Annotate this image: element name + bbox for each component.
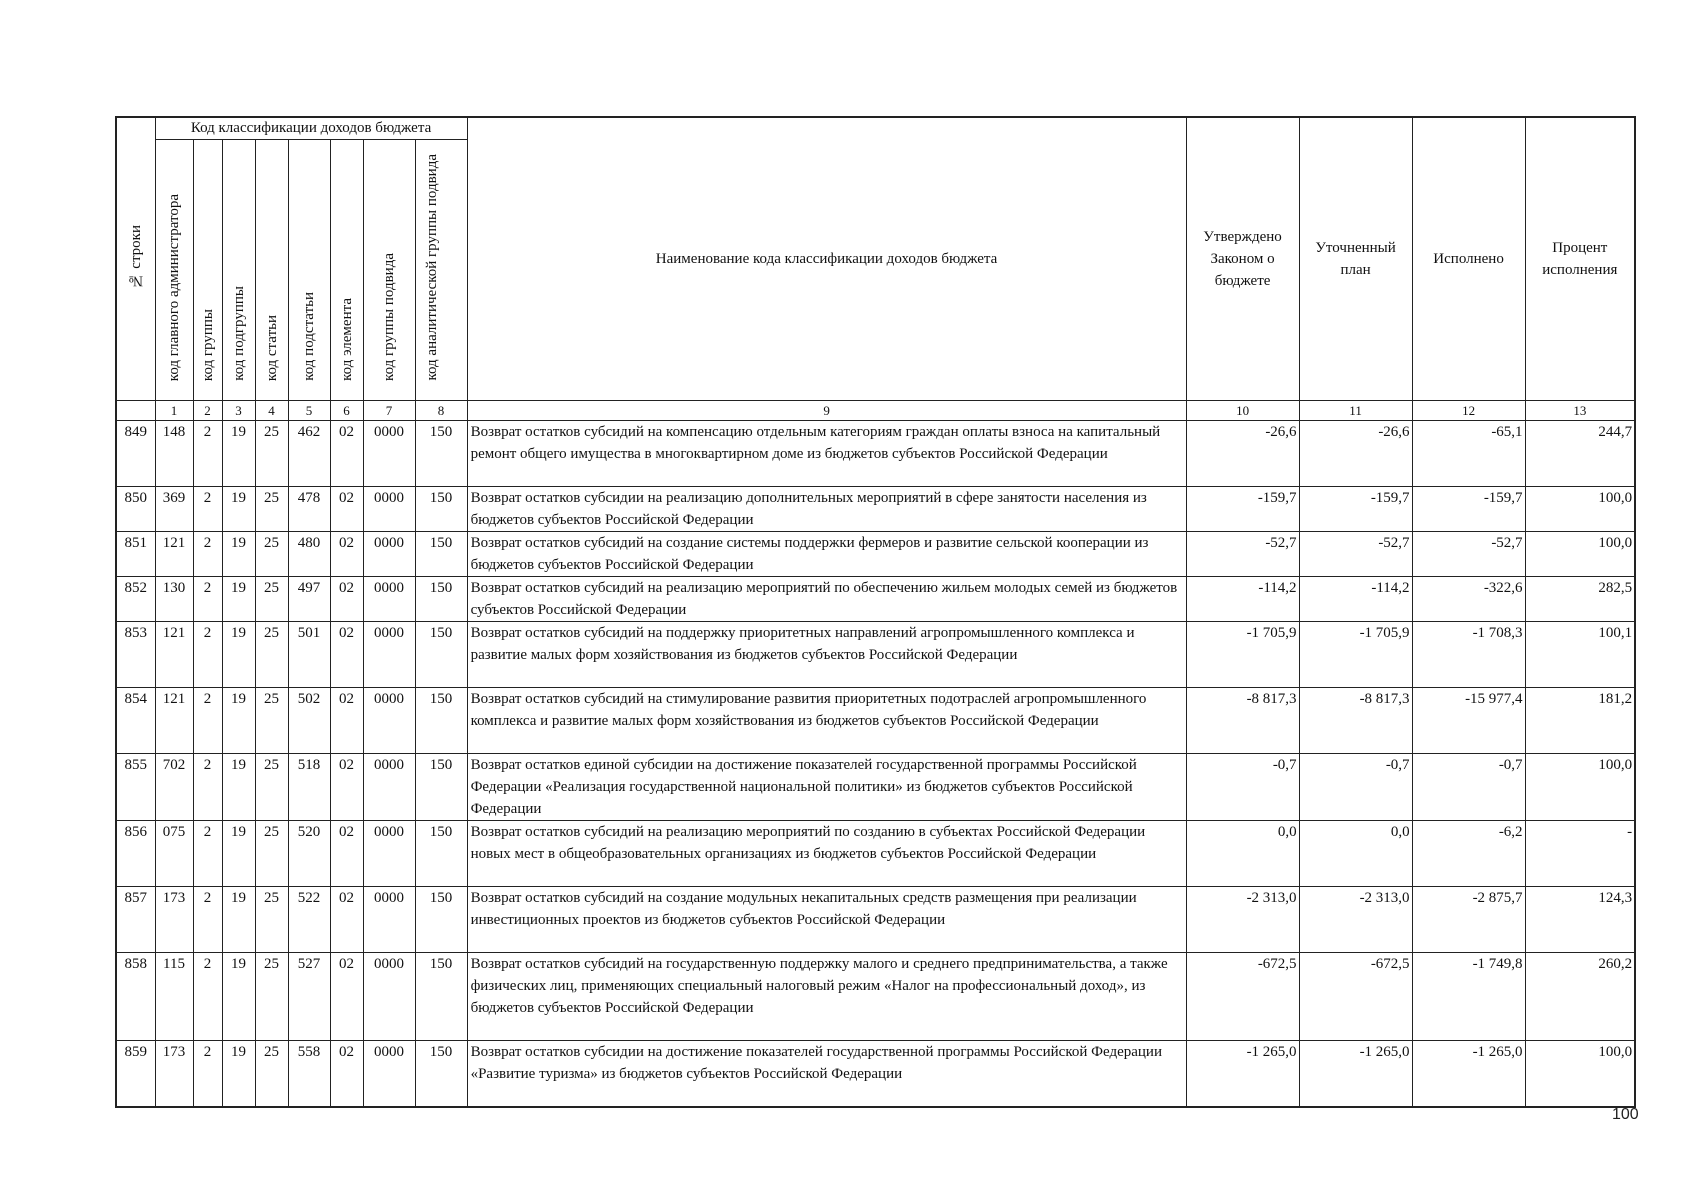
admin-code: 075 xyxy=(155,821,193,887)
executed-value: -1 265,0 xyxy=(1412,1041,1525,1107)
column-number: 7 xyxy=(363,401,415,421)
admin-code: 173 xyxy=(155,887,193,953)
row-number: 852 xyxy=(116,577,155,622)
analytic-group-code: 150 xyxy=(415,532,467,577)
row-number: 857 xyxy=(116,887,155,953)
element-code: 02 xyxy=(330,953,363,1041)
subarticle-code: 462 xyxy=(288,421,330,487)
executed-value: -1 749,8 xyxy=(1412,953,1525,1041)
percent-value: 100,0 xyxy=(1525,532,1635,577)
column-number: 12 xyxy=(1412,401,1525,421)
analytic-group-code: 150 xyxy=(415,622,467,688)
header-approved: Утверждено Законом о бюджете xyxy=(1186,117,1299,401)
row-number: 853 xyxy=(116,622,155,688)
executed-value: -1 708,3 xyxy=(1412,622,1525,688)
table-row xyxy=(116,532,1635,577)
article-code: 25 xyxy=(255,577,288,622)
article-code: 25 xyxy=(255,421,288,487)
percent-value: 100,0 xyxy=(1525,754,1635,821)
admin-code: 173 xyxy=(155,1041,193,1107)
group-code: 2 xyxy=(193,688,222,754)
element-code: 02 xyxy=(330,532,363,577)
subarticle-code: 527 xyxy=(288,953,330,1041)
header-plan: Уточненный план xyxy=(1299,117,1412,401)
article-code: 25 xyxy=(255,953,288,1041)
percent-value: 100,0 xyxy=(1525,487,1635,532)
row-number: 851 xyxy=(116,532,155,577)
header-subtype-group-code: код группы подвида xyxy=(363,140,415,401)
element-code: 02 xyxy=(330,487,363,532)
subarticle-code: 502 xyxy=(288,688,330,754)
element-code: 02 xyxy=(330,577,363,622)
admin-code: 121 xyxy=(155,688,193,754)
group-code: 2 xyxy=(193,754,222,821)
header-name: Наименование кода классификации доходов бюджета xyxy=(467,117,1186,401)
subtype-group-code: 0000 xyxy=(363,688,415,754)
row-number: 854 xyxy=(116,688,155,754)
header-analytic-group-code: код аналитической группы подвида xyxy=(415,140,467,401)
admin-code: 130 xyxy=(155,577,193,622)
article-code: 25 xyxy=(255,821,288,887)
subgroup-code: 19 xyxy=(222,577,255,622)
row-number: 849 xyxy=(116,421,155,487)
column-number: 1 xyxy=(155,401,193,421)
approved-value: -52,7 xyxy=(1186,532,1299,577)
plan-value: -2 313,0 xyxy=(1299,887,1412,953)
admin-code: 121 xyxy=(155,532,193,577)
plan-value: -114,2 xyxy=(1299,577,1412,622)
percent-value: 244,7 xyxy=(1525,421,1635,487)
admin-code: 148 xyxy=(155,421,193,487)
element-code: 02 xyxy=(330,1041,363,1107)
group-code: 2 xyxy=(193,532,222,577)
table-row xyxy=(116,622,1635,688)
row-number: 859 xyxy=(116,1041,155,1107)
executed-value: -52,7 xyxy=(1412,532,1525,577)
percent-value: 100,1 xyxy=(1525,622,1635,688)
group-code: 2 xyxy=(193,577,222,622)
header-article-code: код статьи xyxy=(255,140,288,401)
approved-value: -672,5 xyxy=(1186,953,1299,1041)
table-body xyxy=(116,421,1635,1107)
column-number: 5 xyxy=(288,401,330,421)
article-code: 25 xyxy=(255,754,288,821)
subgroup-code: 19 xyxy=(222,622,255,688)
analytic-group-code: 150 xyxy=(415,1041,467,1107)
revenue-name: Возврат остатков единой субсидии на достижение показателей государственной программы Российской Федерации «Реализация государственной национальной политики» из бюджетов субъектов Российской Федерации xyxy=(467,754,1186,821)
subgroup-code: 19 xyxy=(222,953,255,1041)
analytic-group-code: 150 xyxy=(415,887,467,953)
article-code: 25 xyxy=(255,532,288,577)
article-code: 25 xyxy=(255,887,288,953)
admin-code: 115 xyxy=(155,953,193,1041)
admin-code: 121 xyxy=(155,622,193,688)
column-number: 13 xyxy=(1525,401,1635,421)
analytic-group-code: 150 xyxy=(415,577,467,622)
plan-value: -1 265,0 xyxy=(1299,1041,1412,1107)
subtype-group-code: 0000 xyxy=(363,577,415,622)
group-code: 2 xyxy=(193,887,222,953)
column-number: 3 xyxy=(222,401,255,421)
article-code: 25 xyxy=(255,622,288,688)
table-row xyxy=(116,421,1635,487)
table-row xyxy=(116,1041,1635,1107)
element-code: 02 xyxy=(330,887,363,953)
approved-value: -114,2 xyxy=(1186,577,1299,622)
subtype-group-code: 0000 xyxy=(363,887,415,953)
subarticle-code: 520 xyxy=(288,821,330,887)
group-code: 2 xyxy=(193,821,222,887)
table-row xyxy=(116,487,1635,532)
subarticle-code: 497 xyxy=(288,577,330,622)
row-number: 858 xyxy=(116,953,155,1041)
column-number-row xyxy=(116,401,1635,421)
approved-value: -1 265,0 xyxy=(1186,1041,1299,1107)
subtype-group-code: 0000 xyxy=(363,622,415,688)
element-code: 02 xyxy=(330,421,363,487)
percent-value: 124,3 xyxy=(1525,887,1635,953)
header-percent: Процент исполнения xyxy=(1525,117,1635,401)
executed-value: -322,6 xyxy=(1412,577,1525,622)
plan-value: -52,7 xyxy=(1299,532,1412,577)
analytic-group-code: 150 xyxy=(415,421,467,487)
table-row xyxy=(116,953,1635,1041)
approved-value: -1 705,9 xyxy=(1186,622,1299,688)
approved-value: 0,0 xyxy=(1186,821,1299,887)
group-code: 2 xyxy=(193,622,222,688)
column-number: 6 xyxy=(330,401,363,421)
analytic-group-code: 150 xyxy=(415,487,467,532)
header-group-code: код группы xyxy=(193,140,222,401)
element-code: 02 xyxy=(330,622,363,688)
group-code: 2 xyxy=(193,953,222,1041)
revenue-name: Возврат остатков субсидии на реализацию дополнительных мероприятий в сфере занятости населения из бюджетов субъектов Российской Федерации xyxy=(467,487,1186,532)
table-row xyxy=(116,577,1635,622)
subtype-group-code: 0000 xyxy=(363,532,415,577)
plan-value: -0,7 xyxy=(1299,754,1412,821)
revenue-name: Возврат остатков субсидий на компенсацию отдельным категориям граждан оплаты взноса на капитальный ремонт общего имущества в многоквартирном доме из бюджетов субъектов Российской Федерации xyxy=(467,421,1186,487)
element-code: 02 xyxy=(330,821,363,887)
subtype-group-code: 0000 xyxy=(363,487,415,532)
subtype-group-code: 0000 xyxy=(363,421,415,487)
row-number: 850 xyxy=(116,487,155,532)
table-row xyxy=(116,754,1635,821)
approved-value: -159,7 xyxy=(1186,487,1299,532)
plan-value: -8 817,3 xyxy=(1299,688,1412,754)
subgroup-code: 19 xyxy=(222,421,255,487)
column-number: 11 xyxy=(1299,401,1412,421)
subgroup-code: 19 xyxy=(222,821,255,887)
subgroup-code: 19 xyxy=(222,1041,255,1107)
plan-value: 0,0 xyxy=(1299,821,1412,887)
group-code: 2 xyxy=(193,421,222,487)
column-number: 9 xyxy=(467,401,1186,421)
element-code: 02 xyxy=(330,754,363,821)
header-executed: Исполнено xyxy=(1412,117,1525,401)
plan-value: -159,7 xyxy=(1299,487,1412,532)
revenue-name: Возврат остатков субсидий на реализацию мероприятий по обеспечению жильем молодых семей из бюджетов субъектов Российской Федерации xyxy=(467,577,1186,622)
column-number: 10 xyxy=(1186,401,1299,421)
subgroup-code: 19 xyxy=(222,754,255,821)
page-number: 100 xyxy=(1612,1106,1639,1123)
header-element-code: код элемента xyxy=(330,140,363,401)
percent-value: 181,2 xyxy=(1525,688,1635,754)
row-number: 856 xyxy=(116,821,155,887)
subgroup-code: 19 xyxy=(222,532,255,577)
revenue-name: Возврат остатков субсидий на государственную поддержку малого и среднего предпринимательства, а также физических лиц, применяющих специальный налоговый режим «Налог на профессиональный доход», из бюджетов субъектов Российской Федерации xyxy=(467,953,1186,1041)
percent-value: 260,2 xyxy=(1525,953,1635,1041)
analytic-group-code: 150 xyxy=(415,821,467,887)
approved-value: -2 313,0 xyxy=(1186,887,1299,953)
executed-value: -6,2 xyxy=(1412,821,1525,887)
subarticle-code: 480 xyxy=(288,532,330,577)
group-code: 2 xyxy=(193,1041,222,1107)
row-number: 855 xyxy=(116,754,155,821)
budget-revenue-table xyxy=(115,116,1636,1108)
column-number: 2 xyxy=(193,401,222,421)
subarticle-code: 478 xyxy=(288,487,330,532)
revenue-name: Возврат остатков субсидий на стимулирование развития приоритетных подотраслей агропромышленного комплекса и развитие малых форм хозяйствования из бюджетов субъектов Российской Федерации xyxy=(467,688,1186,754)
executed-value: -0,7 xyxy=(1412,754,1525,821)
column-number xyxy=(116,401,155,421)
revenue-name: Возврат остатков субсидий на поддержку приоритетных направлений агропромышленного комплекса и развитие малых форм хозяйствования из бюджетов субъектов Российской Федерации xyxy=(467,622,1186,688)
table-row xyxy=(116,821,1635,887)
group-code: 2 xyxy=(193,487,222,532)
subarticle-code: 501 xyxy=(288,622,330,688)
subarticle-code: 522 xyxy=(288,887,330,953)
admin-code: 702 xyxy=(155,754,193,821)
approved-value: -26,6 xyxy=(1186,421,1299,487)
percent-value: 282,5 xyxy=(1525,577,1635,622)
analytic-group-code: 150 xyxy=(415,754,467,821)
executed-value: -65,1 xyxy=(1412,421,1525,487)
revenue-name: Возврат остатков субсидии на достижение показателей государственной программы Российской Федерации «Развитие туризма» из бюджетов субъектов Российской Федерации xyxy=(467,1041,1186,1107)
subtype-group-code: 0000 xyxy=(363,953,415,1041)
revenue-name: Возврат остатков субсидий на реализацию мероприятий по созданию в субъектах Российской Федерации новых мест в общеобразовательных организациях из бюджетов субъектов Российской Федерации xyxy=(467,821,1186,887)
header-admin-code: код главного администратора xyxy=(155,140,193,401)
executed-value: -15 977,4 xyxy=(1412,688,1525,754)
subgroup-code: 19 xyxy=(222,887,255,953)
approved-value: -0,7 xyxy=(1186,754,1299,821)
revenue-name: Возврат остатков субсидий на создание системы поддержки фермеров и развитие сельской кооперации из бюджетов субъектов Российской Федерации xyxy=(467,532,1186,577)
percent-value: - xyxy=(1525,821,1635,887)
header-row-number xyxy=(116,117,155,401)
element-code: 02 xyxy=(330,688,363,754)
table-row xyxy=(116,887,1635,953)
article-code: 25 xyxy=(255,1041,288,1107)
subarticle-code: 518 xyxy=(288,754,330,821)
column-number: 4 xyxy=(255,401,288,421)
approved-value: -8 817,3 xyxy=(1186,688,1299,754)
table-row xyxy=(116,688,1635,754)
analytic-group-code: 150 xyxy=(415,688,467,754)
plan-value: -672,5 xyxy=(1299,953,1412,1041)
analytic-group-code: 150 xyxy=(415,953,467,1041)
subtype-group-code: 0000 xyxy=(363,1041,415,1107)
article-code: 25 xyxy=(255,688,288,754)
percent-value: 100,0 xyxy=(1525,1041,1635,1107)
article-code: 25 xyxy=(255,487,288,532)
executed-value: -159,7 xyxy=(1412,487,1525,532)
header-code-group: Код классификации доходов бюджета xyxy=(155,117,467,140)
plan-value: -1 705,9 xyxy=(1299,622,1412,688)
subgroup-code: 19 xyxy=(222,487,255,532)
executed-value: -2 875,7 xyxy=(1412,887,1525,953)
header-subarticle-code: код подстатьи xyxy=(288,140,330,401)
subtype-group-code: 0000 xyxy=(363,754,415,821)
header-row-number-label: № строки xyxy=(127,224,144,289)
subarticle-code: 558 xyxy=(288,1041,330,1107)
plan-value: -26,6 xyxy=(1299,421,1412,487)
subgroup-code: 19 xyxy=(222,688,255,754)
header-subgroup-code: код подгруппы xyxy=(222,140,255,401)
column-number: 8 xyxy=(415,401,467,421)
admin-code: 369 xyxy=(155,487,193,532)
revenue-name: Возврат остатков субсидий на создание модульных некапитальных средств размещения при реализации инвестиционных проектов из бюджетов субъектов Российской Федерации xyxy=(467,887,1186,953)
subtype-group-code: 0000 xyxy=(363,821,415,887)
